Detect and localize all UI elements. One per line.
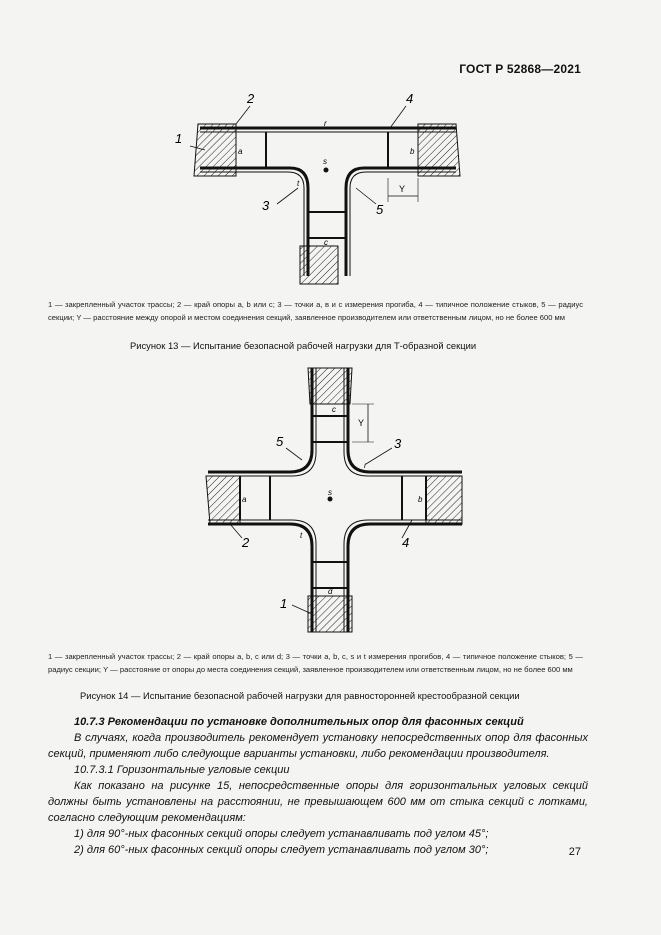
list-item-1: 1) для 90°-ных фасонных секций опоры следует устанавливать под углом 45°; — [74, 828, 489, 840]
figure-14-caption: Рисунок 14 — Испытание безопасной рабочей нагрузки для равносторонней крестообразной секции — [80, 690, 520, 701]
fig13-point-r: r — [324, 119, 327, 128]
fig13-point-c: c — [324, 238, 328, 247]
fig13-label-5: 5 — [376, 202, 384, 217]
paragraph-1: В случаях, когда производитель рекомендует установку непосредственных опор для фасонных секций, применяют либо следующие варианты установки, либо рекомендации производителя. — [48, 732, 588, 760]
subsection-heading: 10.7.3.1 Горизонтальные угловые секции — [74, 764, 290, 776]
fig14-point-r: r — [364, 461, 367, 470]
fig14-point-c: c — [332, 405, 336, 414]
figure-14-drawing — [180, 360, 490, 635]
fig13-point-s: s — [323, 157, 327, 166]
fig14-dimension-y: Y — [358, 418, 365, 428]
fig13-label-2: 2 — [247, 91, 255, 106]
figure-14-legend: 1 — закрепленный участок трассы; 2 — край опоры a, b, c или d; 3 — точки a, b, c, s и t измерения прогибов, 4 — типичное положение стыков; 5 — радиус секции; Y — расстояние от опоры до места соединения секций, заявленное производителем или ответственным лицом, но не более 600 мм — [48, 652, 583, 674]
document-code: ГОСТ Р 52868—2021 — [459, 62, 581, 76]
fig14-label-3: 3 — [394, 436, 402, 451]
section-heading: 10.7.3 Рекомендации по установке дополнительных опор для фасонных секций — [74, 716, 524, 728]
fig14-label-1: 1 — [280, 596, 288, 611]
fig13-label-1: 1 — [175, 131, 183, 146]
fig13-label-4: 4 — [406, 91, 414, 106]
fig14-label-2: 2 — [242, 535, 250, 550]
fig14-point-t: t — [300, 531, 303, 540]
fig14-label-4: 4 — [402, 535, 410, 550]
fig14-point-a: a — [242, 495, 247, 504]
fig14-label-5: 5 — [276, 434, 284, 449]
figure-13-legend: 1 — закрепленный участок трассы; 2 — край опоры a, b или c; 3 — точки a, в и с измерения прогиба, 4 — типичное положение стыков, 5 — радиус секции; Y — расстояние между опорой и местом соединения секций, заявленное производителем или ответственным лицом, но не более 600 мм — [48, 300, 583, 322]
fig13-point-t: t — [297, 179, 300, 188]
page-number: 27 — [568, 846, 581, 858]
fig14-point-s: s — [328, 488, 332, 497]
section-10-7-3 — [48, 714, 588, 858]
figure-13-caption: Рисунок 13 — Испытание безопасной рабочей нагрузки для Т-образной секции — [130, 340, 477, 351]
fig13-point-a: a — [238, 147, 243, 156]
fig13-point-b: b — [410, 147, 415, 156]
fig13-dimension-y: Y — [399, 184, 406, 194]
fig14-point-b: b — [418, 495, 423, 504]
list-item-2: 2) для 60°-ных фасонных секций опоры следует устанавливать под углом 30°; — [74, 844, 489, 856]
paragraph-2: Как показано на рисунке 15, непосредственные опоры для горизонтальных угловых секций должны быть установлены на расстоянии, не превышающем 600 мм от стыка секций с лотками, согласно следующим рекомендациям: — [48, 780, 588, 824]
figure-13-drawing — [150, 88, 480, 288]
fig13-label-3: 3 — [262, 198, 270, 213]
fig14-point-d: d — [328, 587, 333, 596]
